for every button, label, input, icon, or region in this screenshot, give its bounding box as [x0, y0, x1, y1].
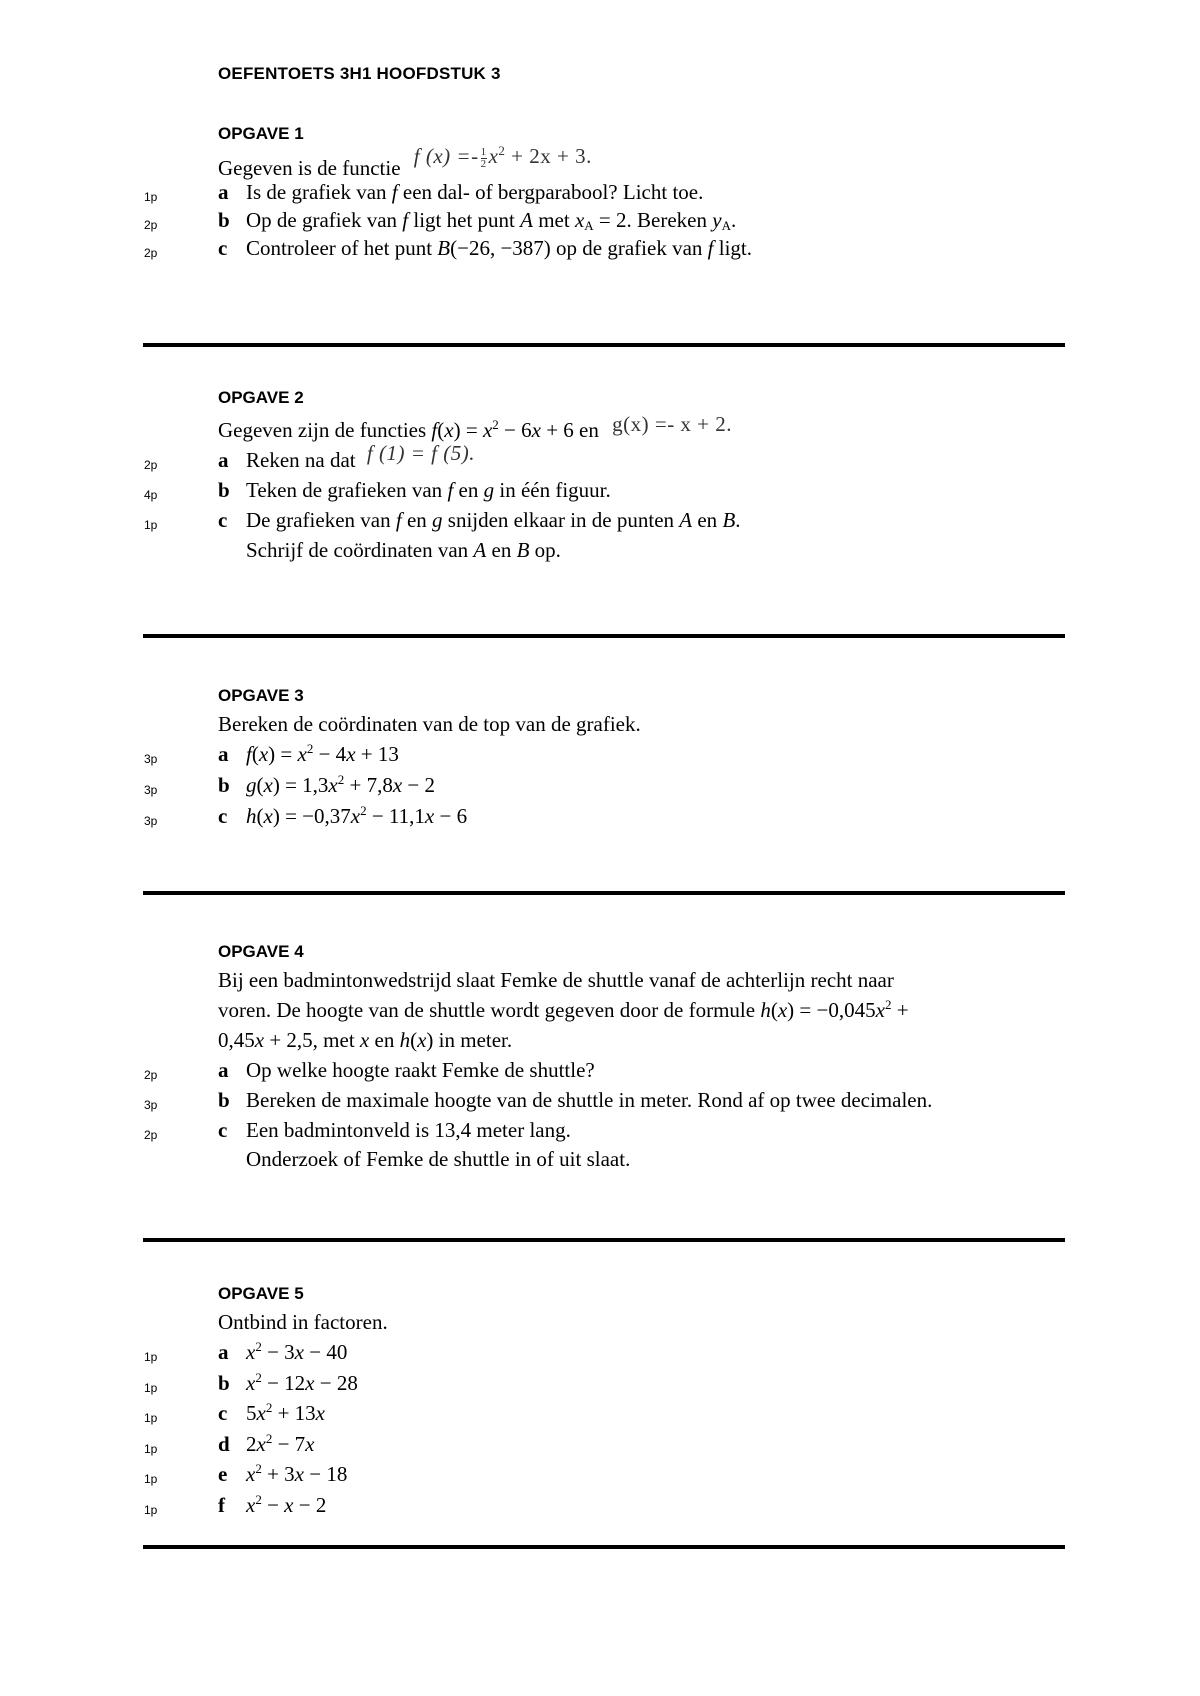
question-label: c [218, 508, 228, 532]
expression: $5x^2 + 13x$ [246, 1400, 325, 1425]
formula-g: g(x) =- x + 2. [612, 412, 733, 436]
question-4a: 2p a Op welke hoogte raakt Femke de shuttle? [144, 1058, 595, 1082]
points: 2p [144, 458, 158, 472]
section-divider [143, 634, 1065, 638]
question-label: e [218, 1462, 228, 1486]
points: 3p [144, 814, 158, 828]
question-label: f [218, 1492, 225, 1517]
question-4c: 2p c Een badmintonveld is 13,4 meter lang. [144, 1118, 571, 1142]
question-1b: 2p b Op de grafiek van f ligt het punt A met $x_A = 2$. Bereken $y_A$. [144, 208, 737, 233]
question-label: a [218, 448, 229, 472]
question-4c-continued: Onderzoek of Femke de shuttle in of uit slaat. [246, 1147, 631, 1171]
opgave-5-heading: OPGAVE 5 [218, 1284, 304, 1303]
points: 1p [144, 1472, 158, 1486]
fraction-half: $\frac{1}{2}$ [480, 145, 487, 170]
opgave-5-intro: Ontbind in factoren. [218, 1310, 388, 1334]
question-3b: 3p b $g(x) = 1,3x^2 + 7,8x - 2$ [144, 772, 436, 797]
question-label: a [218, 742, 229, 766]
points: 1p [144, 1380, 158, 1395]
question-2a: 2p a Reken na dat f (1) = f (5). [144, 441, 475, 472]
section-divider [143, 1238, 1065, 1242]
question-label: a [218, 1058, 229, 1082]
opgave-4-heading: OPGAVE 4 [218, 942, 304, 961]
opgave-4-intro-line-2: voren. De hoogte van de shuttle wordt gegeven door de formule $h(x) = -0,045x^2$ + [218, 997, 909, 1022]
opgave-1-heading: OPGAVE 1 [218, 124, 304, 143]
points: 3p [144, 783, 158, 797]
formula-f1-f5: f (1) = f (5). [366, 441, 475, 465]
points: 3p [144, 752, 158, 766]
points: 2p [144, 246, 158, 260]
question-label: b [218, 1370, 230, 1395]
opgave-2-heading: OPGAVE 2 [218, 388, 304, 407]
points: 2p [144, 1068, 158, 1082]
points: 3p [144, 1098, 158, 1112]
intro-text: Gegeven is de functie [218, 156, 401, 180]
question-5f [0, 1493, 1200, 1523]
points: 2p [144, 1128, 158, 1142]
question-label: c [218, 1118, 228, 1142]
points: 4p [144, 488, 158, 502]
points: 1p [144, 1441, 158, 1456]
question-label: c [218, 1401, 228, 1425]
question-2c: 1p c De grafieken van f en g snijden elkaar in de punten A en B. [144, 508, 741, 532]
formula-f: f (x) =- $\frac{1}{2}$ $x^2 + 2x + 3$. [413, 143, 592, 170]
expression: $x^2 - 12x - 28$ [246, 1369, 358, 1395]
question-1a: 1p a Is de grafiek van f een dal- of bergparabool? Licht toe. [144, 180, 704, 204]
question-label: d [218, 1431, 230, 1456]
expression: $2x^2 - 7x$ [246, 1430, 315, 1456]
expression: $x^2 + 3x - 18$ [246, 1461, 348, 1486]
section-divider [143, 343, 1065, 347]
page-title: OEFENTOETS 3H1 HOOFDSTUK 3 [218, 64, 501, 83]
points: 1p [144, 1502, 158, 1517]
question-3c: 3p c $h(x) = -0,37x^2 - 11,1x - 6$ [144, 803, 468, 828]
section-divider [143, 891, 1065, 895]
points: 1p [144, 190, 158, 204]
points: 2p [144, 218, 158, 232]
question-5a [0, 1340, 1200, 1370]
opgave-3-heading: OPGAVE 3 [218, 686, 304, 705]
opgave-1-intro [0, 143, 1200, 182]
question-5c [0, 1401, 1200, 1431]
opgave-3-intro: Bereken de coördinaten van de top van de grafiek. [218, 712, 641, 736]
question-label: a [218, 1340, 229, 1364]
question-5b [0, 1371, 1200, 1401]
question-label: b [218, 1088, 230, 1112]
expression: $x^2 - x - 2$ [246, 1491, 327, 1517]
question-label: c [218, 804, 228, 828]
question-label: b [218, 208, 230, 232]
question-label: b [218, 478, 230, 502]
question-4b: 3p b Bereken de maximale hoogte van de shuttle in meter. Rond af op twee decimalen. [144, 1088, 933, 1112]
question-1c: 2p c Controleer of het punt B(−26, −387) op de grafiek van f ligt. [144, 236, 753, 260]
question-5d [0, 1432, 1200, 1462]
question-2c-continued: Schrijf de coördinaten van A en B op. [246, 538, 561, 562]
points: 1p [144, 518, 158, 532]
opgave-4-intro-line-3: 0,45x + 2,5, met x en h(x) in meter. [218, 1028, 513, 1052]
question-2b: 4p b Teken de grafieken van f en g in één figuur. [144, 478, 611, 502]
opgave-2-intro: Gegeven zijn de functies $f(x) = x^2 - 6x + 6$ en g(x) =- x + 2. [218, 412, 733, 442]
opgave-4-intro-line-1: Bij een badmintonwedstrijd slaat Femke de shuttle vanaf de achterlijn recht naar [218, 968, 894, 992]
points: 1p [144, 1350, 158, 1364]
points: 1p [144, 1411, 158, 1425]
section-divider [143, 1545, 1065, 1549]
expression: $x^2 - 3x - 40$ [246, 1339, 348, 1364]
question-label: a [218, 180, 229, 204]
question-5e [0, 1462, 1200, 1492]
question-label: b [218, 773, 230, 797]
question-3a: 3p a $f(x) = x^2 - 4x + 13$ [144, 741, 399, 766]
question-label: c [218, 236, 228, 260]
